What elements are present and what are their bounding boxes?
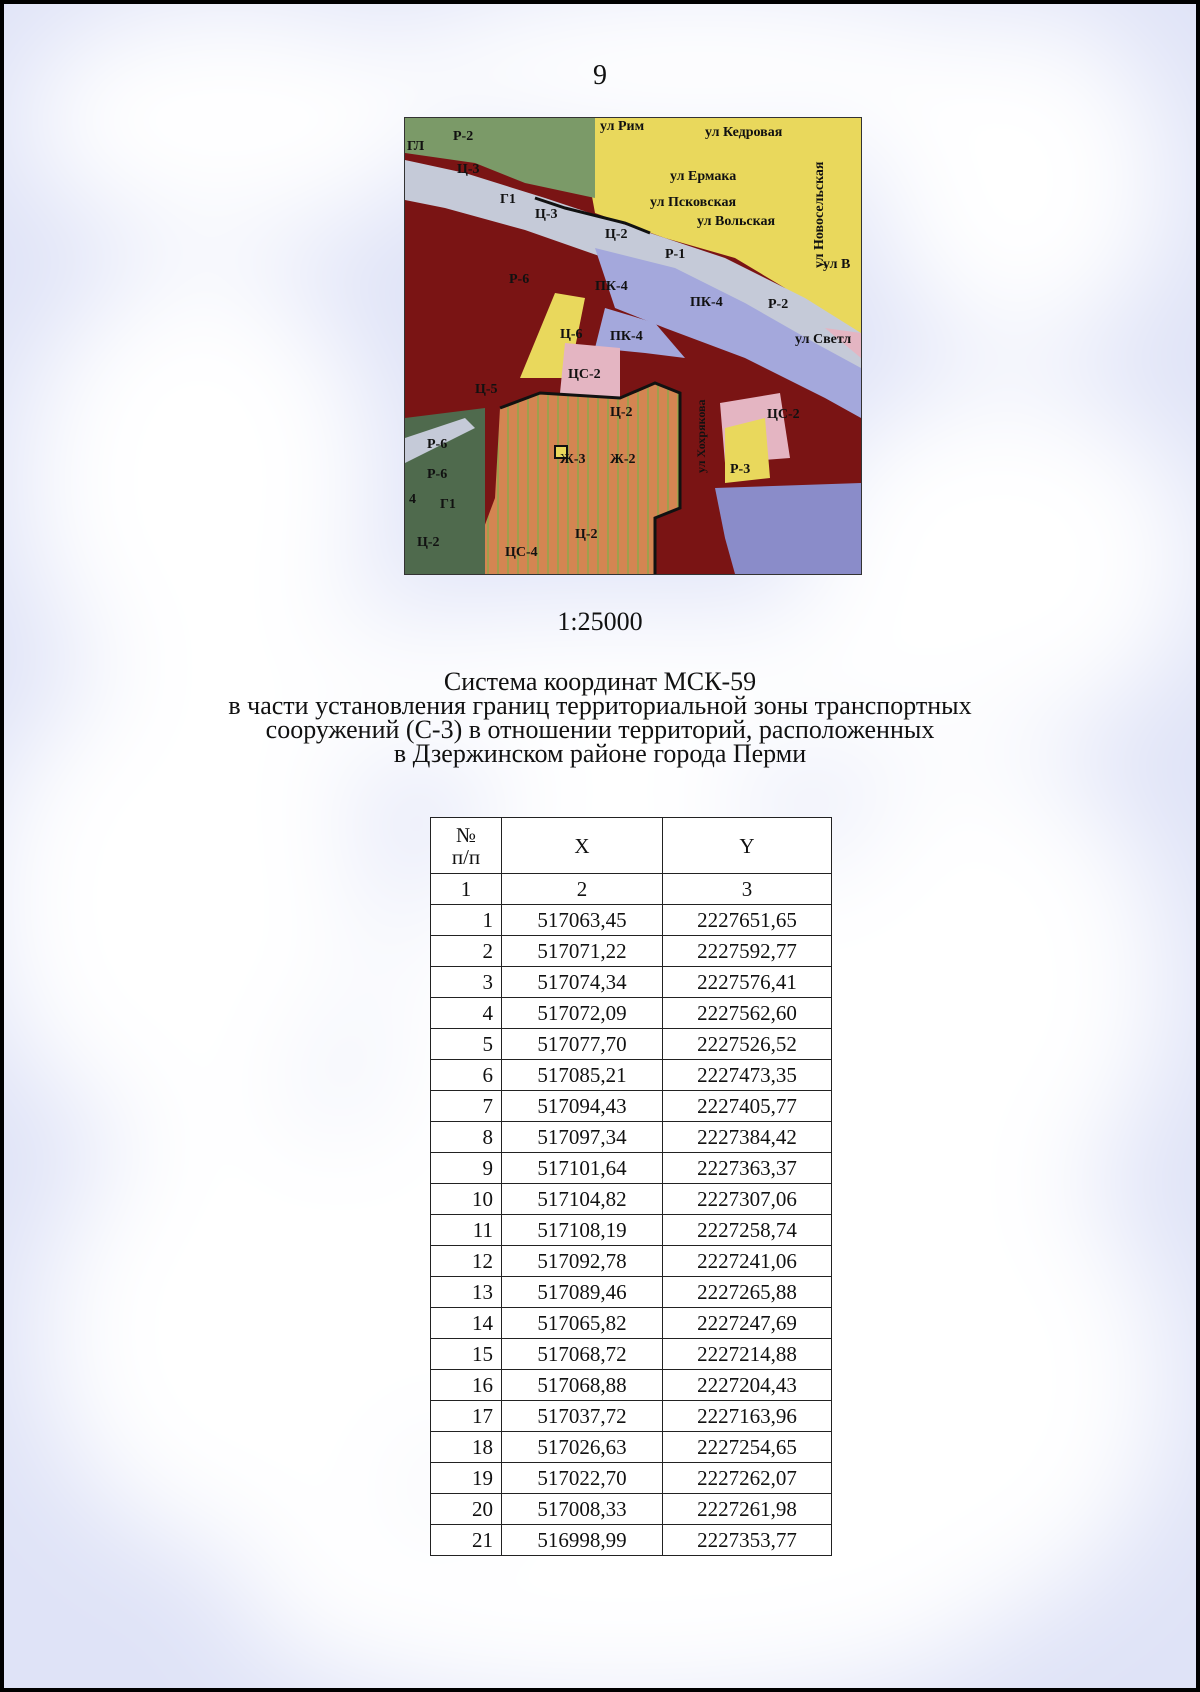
label-ul-kedrovaya: ул Кедровая (705, 125, 783, 140)
table-row (431, 1184, 832, 1215)
label-ul-svetl: ул Светл (795, 332, 852, 347)
table-row (431, 1525, 832, 1556)
header-number-part: № (455, 822, 477, 847)
cell-x: 517008,33 (502, 1494, 663, 1525)
label-ul-rim: ул Рим (600, 119, 645, 134)
cell-number: 19 (431, 1463, 502, 1494)
cell-y: 2227307,06 (663, 1184, 832, 1215)
cell-y: 2227254,65 (663, 1432, 832, 1463)
cell-y: 2227265,88 (663, 1277, 832, 1308)
label-c3-top: Ц-3 (457, 162, 480, 177)
cell-number: 18 (431, 1432, 502, 1463)
label-cs2-b: ЦС-2 (767, 407, 800, 422)
table-row (431, 1463, 832, 1494)
cell-y: 2227562,60 (663, 998, 832, 1029)
table-row (431, 1339, 832, 1370)
label-r6: Р-6 (509, 272, 530, 287)
table-row (431, 1215, 832, 1246)
cell-number: 13 (431, 1277, 502, 1308)
table-row (431, 1091, 832, 1122)
label-r6-left2: Р-6 (427, 467, 448, 482)
column-number-row (431, 874, 832, 905)
cell-number: 11 (431, 1215, 502, 1246)
label-cs2-a: ЦС-2 (568, 367, 601, 382)
cell-y: 2227353,77 (663, 1525, 832, 1556)
cell-y: 2227651,65 (663, 905, 832, 936)
cell-number: 4 (431, 998, 502, 1029)
label-r3: Р-3 (730, 462, 751, 477)
label-four: 4 (409, 492, 416, 507)
cell-x: 517101,64 (502, 1153, 663, 1184)
cell-x: 516998,99 (502, 1525, 663, 1556)
label-r2-top: Р-2 (453, 129, 474, 144)
table-header-row (431, 818, 832, 874)
cell-x: 517104,82 (502, 1184, 663, 1215)
cell-y: 2227163,96 (663, 1401, 832, 1432)
cell-y: 2227204,43 (663, 1370, 832, 1401)
cell-x: 517022,70 (502, 1463, 663, 1494)
table-row (431, 1153, 832, 1184)
label-ul-pskovskaya: ул Псковская (650, 195, 737, 210)
table-row (431, 1370, 832, 1401)
table-row (431, 1060, 832, 1091)
cell-x: 517072,09 (502, 998, 663, 1029)
table-row (431, 1246, 832, 1277)
document-heading (0, 667, 1200, 768)
coordinates-table (430, 817, 832, 1556)
label-ul-novoselskaya: ул Новосельская (812, 161, 827, 268)
label-zh3: Ж-3 (560, 452, 586, 467)
label-r1: Р-1 (665, 247, 686, 262)
cell-number: 9 (431, 1153, 502, 1184)
cell-x: 517068,72 (502, 1339, 663, 1370)
zone-lilac-bottom (715, 483, 861, 574)
cell-x: 517108,19 (502, 1215, 663, 1246)
cell-number: 2 (431, 936, 502, 967)
label-street-vertical: ул Хохрякова (694, 399, 708, 473)
label-ul-ermaka: ул Ермака (670, 169, 737, 184)
cell-x: 517089,46 (502, 1277, 663, 1308)
cell-y: 2227258,74 (663, 1215, 832, 1246)
cell-x: 517085,21 (502, 1060, 663, 1091)
label-ul-v: ул В (823, 257, 851, 272)
label-c6: Ц-6 (560, 327, 583, 342)
zoning-map-graphic (405, 118, 861, 574)
cell-y: 2227384,42 (663, 1122, 832, 1153)
label-c2-left: Ц-2 (417, 535, 440, 550)
cell-y: 2227576,41 (663, 967, 832, 998)
cell-x: 517037,72 (502, 1401, 663, 1432)
cell-number: 12 (431, 1246, 502, 1277)
header-y: Y (663, 818, 832, 874)
table-row (431, 1308, 832, 1339)
label-c2-b: Ц-2 (610, 405, 633, 420)
cell-x: 517026,63 (502, 1432, 663, 1463)
header-x: X (502, 818, 663, 874)
cell-number: 5 (431, 1029, 502, 1060)
label-g1-top: Г1 (500, 192, 516, 207)
label-ul-volskaya: ул Вольская (697, 214, 776, 229)
cell-y: 2227241,06 (663, 1246, 832, 1277)
cell-number: 1 (431, 905, 502, 936)
table-row (431, 1122, 832, 1153)
cell-number: 3 (431, 967, 502, 998)
header-number-part: п/п (451, 844, 481, 869)
table-row (431, 967, 832, 998)
label-c3-mid: Ц-3 (535, 207, 558, 222)
header-number (431, 818, 502, 874)
table-row (431, 1401, 832, 1432)
cell-y: 2227363,37 (663, 1153, 832, 1184)
cell-y: 2227262,07 (663, 1463, 832, 1494)
heading-line-1: Система координат МСК-59 (443, 667, 757, 696)
table-row (431, 905, 832, 936)
cell-number: 21 (431, 1525, 502, 1556)
label-pk4-b: ПК-4 (690, 295, 723, 310)
cell-x: 517074,34 (502, 967, 663, 998)
cell-number: 8 (431, 1122, 502, 1153)
label-r6-left: Р-6 (427, 437, 448, 452)
cell-number: 10 (431, 1184, 502, 1215)
cell-x: 517063,45 (502, 905, 663, 936)
heading-line-2: в части установления границ территориальной зоны транспортных (228, 691, 972, 720)
table-row (431, 1494, 832, 1525)
cell-x: 517094,43 (502, 1091, 663, 1122)
cell-number: 7 (431, 1091, 502, 1122)
cell-number: 16 (431, 1370, 502, 1401)
label-pk4-c: ПК-4 (610, 329, 643, 344)
cell-x: 517092,78 (502, 1246, 663, 1277)
page-number: 9 (593, 60, 607, 91)
label-c5: Ц-5 (475, 382, 498, 397)
table-row (431, 998, 832, 1029)
heading-line-3: сооружений (С-3) в отношении территорий, расположенных (265, 715, 935, 744)
heading-line-4: в Дзержинском районе города Перми (393, 739, 807, 768)
cell-x: 517097,34 (502, 1122, 663, 1153)
zoning-map (404, 117, 862, 575)
map-scale: 1:25000 (557, 607, 643, 636)
cell-y: 2227592,77 (663, 936, 832, 967)
label-c2-c: Ц-2 (575, 527, 598, 542)
column-number: 2 (502, 874, 663, 905)
table-row (431, 1029, 832, 1060)
cell-number: 17 (431, 1401, 502, 1432)
column-number: 3 (663, 874, 832, 905)
table-row (431, 1432, 832, 1463)
table-row (431, 1277, 832, 1308)
cell-y: 2227526,52 (663, 1029, 832, 1060)
label-cs4: ЦС-4 (505, 545, 538, 560)
cell-x: 517068,88 (502, 1370, 663, 1401)
cell-y: 2227473,35 (663, 1060, 832, 1091)
cell-y: 2227405,77 (663, 1091, 832, 1122)
label-zh2: Ж-2 (610, 452, 636, 467)
cell-y: 2227247,69 (663, 1308, 832, 1339)
cell-y: 2227261,98 (663, 1494, 832, 1525)
label-c2-mid: Ц-2 (605, 227, 628, 242)
cell-y: 2227214,88 (663, 1339, 832, 1370)
table-row (431, 936, 832, 967)
cell-x: 517071,22 (502, 936, 663, 967)
cell-number: 6 (431, 1060, 502, 1091)
cell-number: 20 (431, 1494, 502, 1525)
cell-number: 15 (431, 1339, 502, 1370)
label-pk4-a: ПК-4 (595, 279, 628, 294)
label-gl: ГЛ (407, 139, 425, 154)
column-number: 1 (431, 874, 502, 905)
cell-x: 517065,82 (502, 1308, 663, 1339)
label-r2-right: Р-2 (768, 297, 789, 312)
label-g1-left: Г1 (440, 497, 456, 512)
cell-number: 14 (431, 1308, 502, 1339)
cell-x: 517077,70 (502, 1029, 663, 1060)
